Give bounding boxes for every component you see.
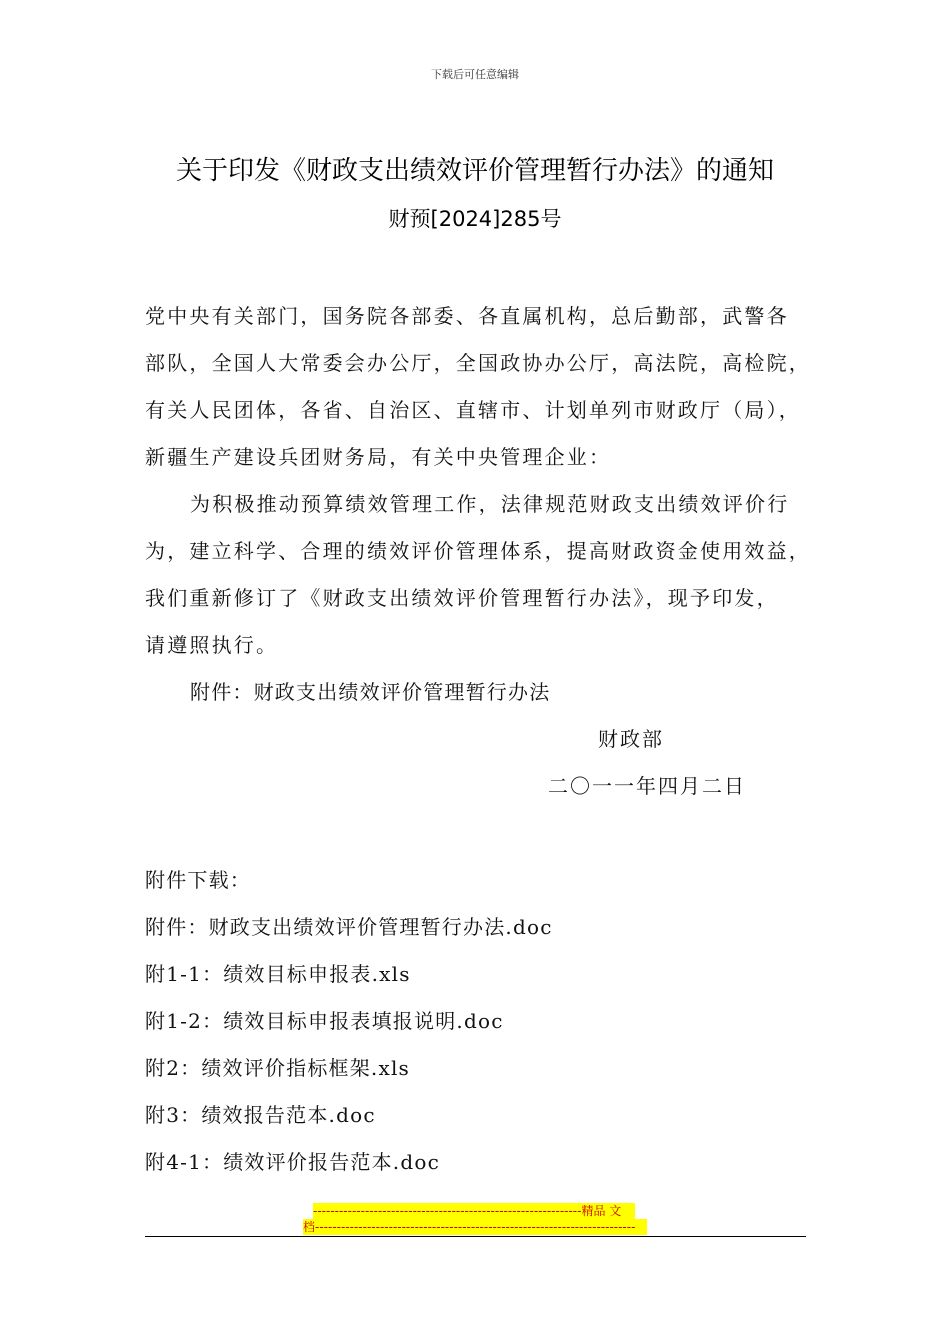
body-line: 请遵照执行。 <box>145 633 279 657</box>
signature-org: 财政部 <box>598 727 664 751</box>
download-link[interactable]: 附1-2：绩效目标申报表填报说明.doc <box>145 1009 504 1033</box>
downloads-heading: 附件下载： <box>145 868 251 892</box>
addressee-line: 部队，全国人大常委会办公厅，全国政协办公厅，高法院，高检院， <box>145 351 811 375</box>
body-line: 为积极推动预算绩效管理工作，法律规范财政支出绩效评价行 <box>190 492 790 516</box>
download-link[interactable]: 附2：绩效评价指标框架.xls <box>145 1056 411 1080</box>
page-header-note: 下载后可任意编辑 <box>431 68 519 81</box>
footer-highlight-line-2: 档-------------------------------------------------------------------------- <box>303 1219 647 1235</box>
document-title: 关于印发《财政支出绩效评价管理暂行办法》的通知 <box>175 156 774 186</box>
footer-highlight-line-1: --------------------------------------------------------------精品 文 <box>313 1203 635 1219</box>
body-line: 我们重新修订了《财政支出绩效评价管理暂行办法》，现予印发， <box>145 586 779 610</box>
addressee-line: 新疆生产建设兵团财务局，有关中央管理企业： <box>145 445 612 469</box>
signature-date: 二〇一一年四月二日 <box>548 774 746 798</box>
footer-divider <box>145 1236 806 1237</box>
download-link[interactable]: 附件：财政支出绩效评价管理暂行办法.doc <box>145 915 553 939</box>
attachment-note: 附件：财政支出绩效评价管理暂行办法 <box>190 680 551 704</box>
addressee-line: 有关人民团体，各省、自治区、直辖市、计划单列市财政厅（局）， <box>145 398 801 422</box>
addressee-line: 党中央有关部门，国务院各部委、各直属机构，总后勤部，武警各 <box>145 304 789 328</box>
download-link[interactable]: 附1-1：绩效目标申报表.xls <box>145 962 411 986</box>
download-link[interactable]: 附4-1：绩效评价报告范本.doc <box>145 1150 441 1174</box>
document-number: 财预[2024]285号 <box>388 207 562 231</box>
body-line: 为，建立科学、合理的绩效评价管理体系，提高财政资金使用效益， <box>145 539 811 563</box>
download-link[interactable]: 附3：绩效报告范本.doc <box>145 1103 376 1127</box>
